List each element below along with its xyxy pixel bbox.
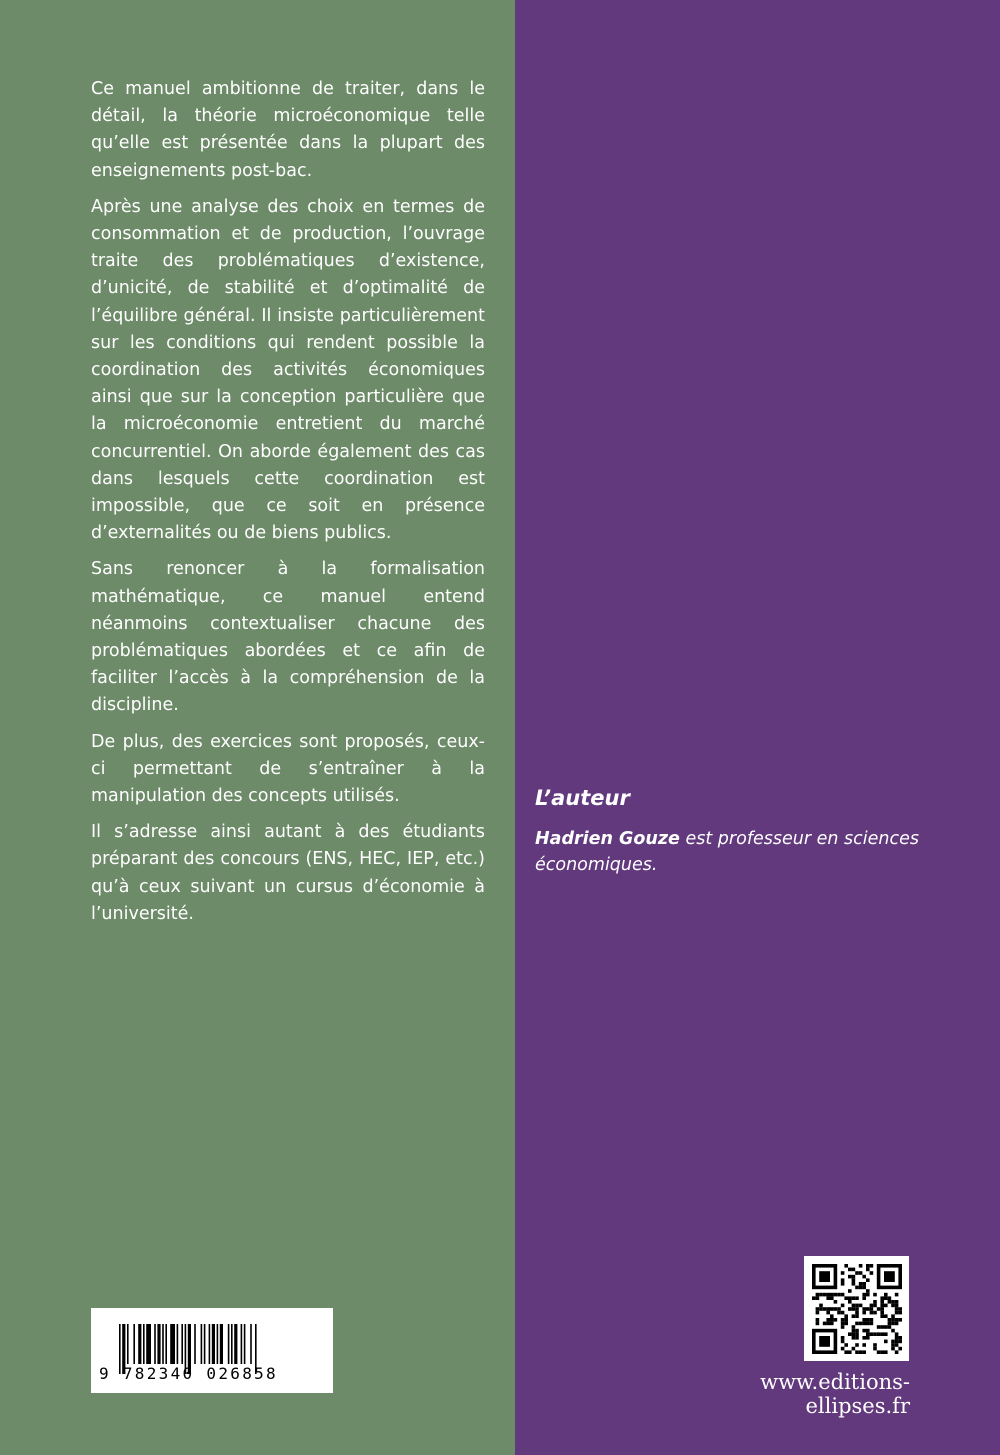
back-cover-right-panel	[515, 0, 1000, 1455]
author-name: Hadrien Gouze	[535, 829, 680, 849]
description-paragraph-5: Il s’adresse ainsi autant à des étudiants préparant des concours (ENS, HEC, IEP, etc.) qu’à ceux suivant un cursus d’économie à l’université.	[91, 822, 485, 924]
description-paragraph-4: De plus, des exercices sont proposés, ceux-ci permettant de s’entraîner à la manipulation des concepts utilisés.	[91, 731, 485, 807]
author-bio	[535, 826, 935, 878]
author-heading: L’auteur	[535, 786, 630, 810]
qr-code-pattern	[804, 1256, 909, 1361]
qr-code-icon	[804, 1256, 909, 1361]
description-paragraph-2: Après une analyse des choix en termes de consommation et de production, l’ouvrage traite des problématiques d’existence, d’unicité, de stabilité et d’optimalité de l’équilibre général. Il insiste particulièrement sur les conditions qui rendent possible la coordination des activités économiques ainsi que sur la conception particulière que la microéconomie entretient du marché concurrentiel. On aborde également des cas dans lesquels cette coordination est impossible, que ce soit en présence d’externalités ou de biens publics.	[91, 196, 485, 544]
author-bio-text: est professeur en sciences économiques.	[535, 829, 919, 875]
isbn-digits: 9 782340 026858	[99, 1364, 278, 1383]
publisher-website[interactable]: www.editions-ellipses.fr	[760, 1370, 910, 1418]
isbn-barcode	[91, 1308, 333, 1393]
book-description	[91, 76, 485, 937]
description-paragraph-3: Sans renoncer à la formalisation mathématique, ce manuel entend néanmoins contextualiser chacune des problématiques abordées et ce afin de faciliter l’accès à la compréhension de la discipline.	[91, 559, 485, 716]
description-paragraph-1: Ce manuel ambitionne de traiter, dans le détail, la théorie microéconomique telle qu’elle est présentée dans la plupart des enseignements post-bac.	[91, 79, 485, 181]
